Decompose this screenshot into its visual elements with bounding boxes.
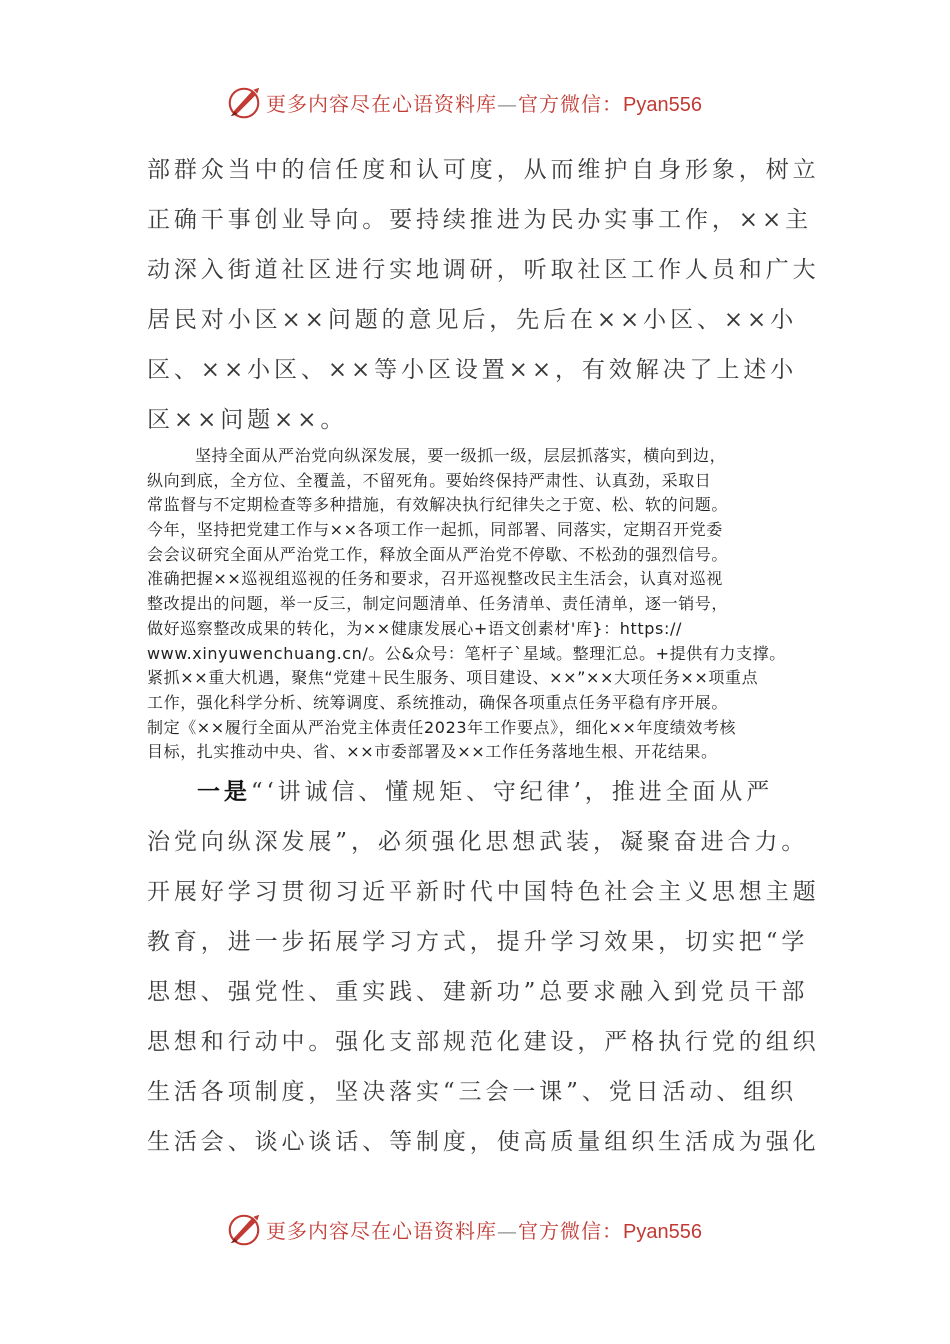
text-line: 开展好学习贯彻习近平新时代中国特色社会主义思想主题: [147, 879, 820, 905]
slogan-main: 更多内容尽在心语资料库: [266, 92, 497, 116]
slogan-wechat-id: Pyan556: [623, 1221, 702, 1243]
text-line: 目标，扎实推动中央、省、××市委部署及××工作任务落地生根、开花结果。: [147, 742, 718, 762]
text-line: 区、××小区、××等小区设置××，有效解决了上述小: [147, 357, 798, 383]
text-line: 整改提出的问题，举一反三，制定问题清单、任务清单、责任清单，逐一销号，: [147, 594, 729, 614]
slogan: [266, 88, 702, 117]
text-line: [147, 767, 807, 817]
text-line: www.xinyuwenchuang.cn/。公&众号：笔杆子`星域。整理汇总。+提供有力支撑。: [147, 643, 786, 663]
text-line: 生活各项制度，坚决落实“三会一课”、党日活动、组织: [147, 1079, 798, 1105]
text-line: 常监督与不定期检查等多种措施，有效解决执行纪律失之于宽、松、软的问题。: [147, 495, 729, 515]
paragraph-2: [147, 444, 817, 765]
slogan: [266, 1215, 702, 1244]
paragraph-3: [147, 767, 820, 1167]
text-line: 动深入街道社区进行实地调研，听取社区工作人员和广大: [147, 257, 820, 283]
header-banner: [0, 80, 950, 124]
slogan-wechat-label: 官方微信：: [518, 1219, 623, 1243]
text-line: 区××问题××。: [147, 407, 348, 433]
footer-banner: [0, 1207, 950, 1251]
text-line: 部群众当中的信任度和认可度，从而维护自身形象，树立: [147, 157, 820, 183]
pen-logo-icon: [225, 1211, 263, 1249]
text-line: 居民对小区××问题的意见后，先后在××小区、××小: [147, 307, 798, 333]
text-line: 今年，坚持把党建工作与××各项工作一起抓，同部署、同落实，定期召开党委: [147, 520, 723, 540]
text-line: 教育，进一步拓展学习方式，提升学习效果，切实把“学: [147, 929, 809, 955]
pen-logo-icon: [225, 84, 263, 122]
text-line: 治党向纵深发展”，必须强化思想武装，凝聚奋进合力。: [147, 829, 809, 855]
text-line: 工作，强化科学分析、统筹调度、系统推动，确保各项重点任务平稳有序开展。: [147, 692, 729, 712]
text-line: 纵向到底，全方位、全覆盖，不留死角。要始终保持严肃性、认真劲，采取日: [147, 470, 712, 490]
text-line: 做好巡察整改成果的转化，为××健康发展心+语文创素材'库}：https://: [147, 618, 682, 638]
text-line: 紧抓××重大机遇，聚焦“党建＋民生服务、项目建设、××”××大项任务××项重点: [147, 668, 759, 688]
text-line: 正确干事创业导向。要持续推进为民办实事工作，××主: [147, 207, 813, 233]
lead-text: “‘讲诚信、懂规矩、守纪律’，推进全面从严: [250, 779, 774, 805]
text-line: 坚持全面从严治党向纵深发展，要一级抓一级，层层抓落实，横向到边，: [195, 446, 727, 465]
slogan-wechat-label: 官方微信：: [518, 92, 623, 116]
lead-label: 一是: [197, 778, 251, 805]
slogan-wechat-id: Pyan556: [623, 94, 702, 116]
text-line: 制定《××履行全面从严治党主体责任2023年工作要点》，细化××年度绩效考核: [147, 717, 737, 737]
slogan-separator: —: [497, 1219, 518, 1243]
text-line: 准确把握××巡视组巡视的任务和要求，召开巡视整改民主生活会，认真对巡视: [147, 569, 723, 589]
slogan-separator: —: [497, 92, 518, 116]
text-line: 思想和行动中。强化支部规范化建设，严格执行党的组织: [147, 1029, 820, 1055]
text-line: 生活会、谈心谈话、等制度，使高质量组织生活成为强化: [147, 1129, 820, 1155]
slogan-main: 更多内容尽在心语资料库: [266, 1219, 497, 1243]
text-line: 思想、强党性、重实践、建新功”总要求融入到党员干部: [147, 979, 809, 1005]
paragraph-1: [147, 145, 820, 445]
text-line: 会会议研究全面从严治党工作，释放全面从严治党不停歇、不松劲的强烈信号。: [147, 544, 729, 564]
